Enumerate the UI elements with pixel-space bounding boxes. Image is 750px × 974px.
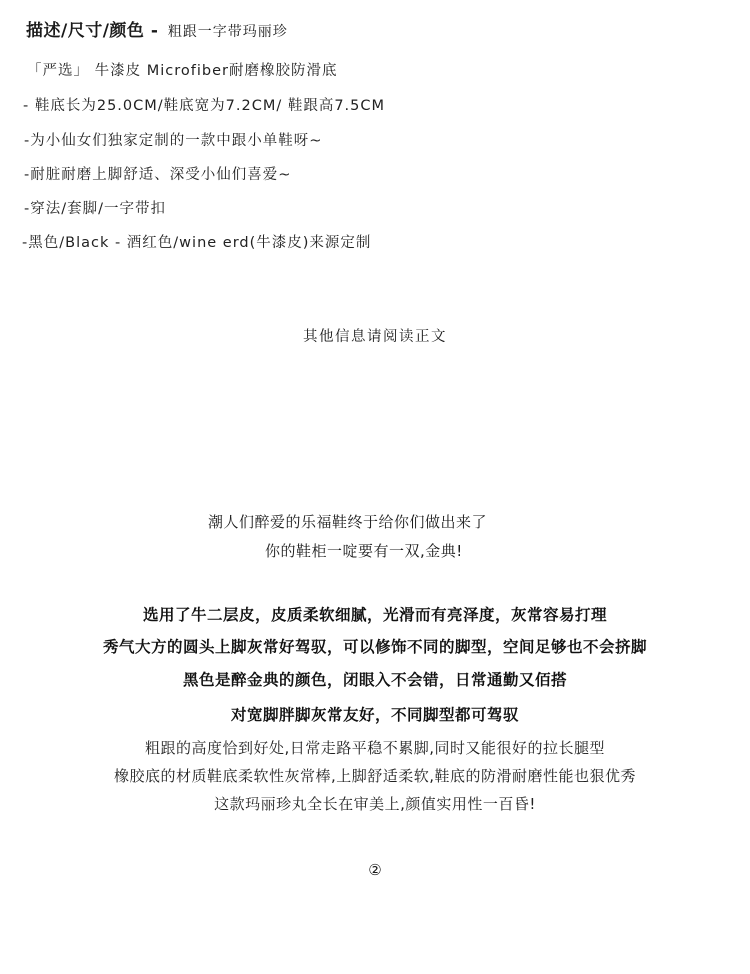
feature-bold-line-3: 黑色是醉金典的颜色，闭眼入不会错，日常通勤又佰搭 xyxy=(182,671,567,689)
feature-line-3: 这款玛丽珍丸全长在审美上,颜值实用性一百昏! xyxy=(214,795,536,813)
feature-bold-line-2: 秀气大方的圆头上脚灰常好驾驭，可以修饰不同的脚型，空间足够也不会挤脚 xyxy=(102,638,647,656)
header-title: 描述/尺寸/颜色 - xyxy=(26,21,159,41)
feature-bold-line-4: 对宽脚胖脚灰常友好，不同脚型都可驾驭 xyxy=(230,706,519,724)
header-subtitle: 粗跟一字带玛丽珍 xyxy=(167,24,288,40)
spec-design: -为小仙女们独家定制的一款中跟小单鞋呀~ xyxy=(24,133,323,149)
description-header xyxy=(26,19,288,44)
info-note: 其他信息请阅读正文 xyxy=(303,329,447,345)
spec-dimensions: - 鞋底长为25.0CM/鞋底宽为7.2CM/ 鞋跟高7.5CM xyxy=(23,98,386,114)
spec-wear-style: -穿法/套脚/一字带扣 xyxy=(24,201,167,217)
spec-comfort: -耐脏耐磨上脚舒适、深受小仙们喜爱~ xyxy=(24,167,292,183)
spec-material: 「严选」 牛漆皮 Microfiber耐磨橡胶防滑底 xyxy=(27,63,338,79)
feature-line-1: 粗跟的高度恰到好处,日常走路平稳不累脚,同时又能很好的拉长腿型 xyxy=(144,739,606,757)
page-marker: ② xyxy=(368,861,382,879)
intro-line-1: 潮人们醉爱的乐福鞋终于给你们做出来了 xyxy=(208,513,488,531)
spec-colors: -黑色/Black - 酒红色/wine erd(牛漆皮)来源定制 xyxy=(22,235,372,251)
feature-line-2: 橡胶底的材质鞋底柔软性灰常棒,上脚舒适柔软,鞋底的防滑耐磨性能也狠优秀 xyxy=(113,767,637,785)
feature-bold-line-1: 选用了牛二层皮，皮质柔软细腻，光滑而有亮泽度，灰常容易打理 xyxy=(142,606,607,624)
intro-line-2: 你的鞋柜一啶要有一双,金典! xyxy=(265,542,463,560)
